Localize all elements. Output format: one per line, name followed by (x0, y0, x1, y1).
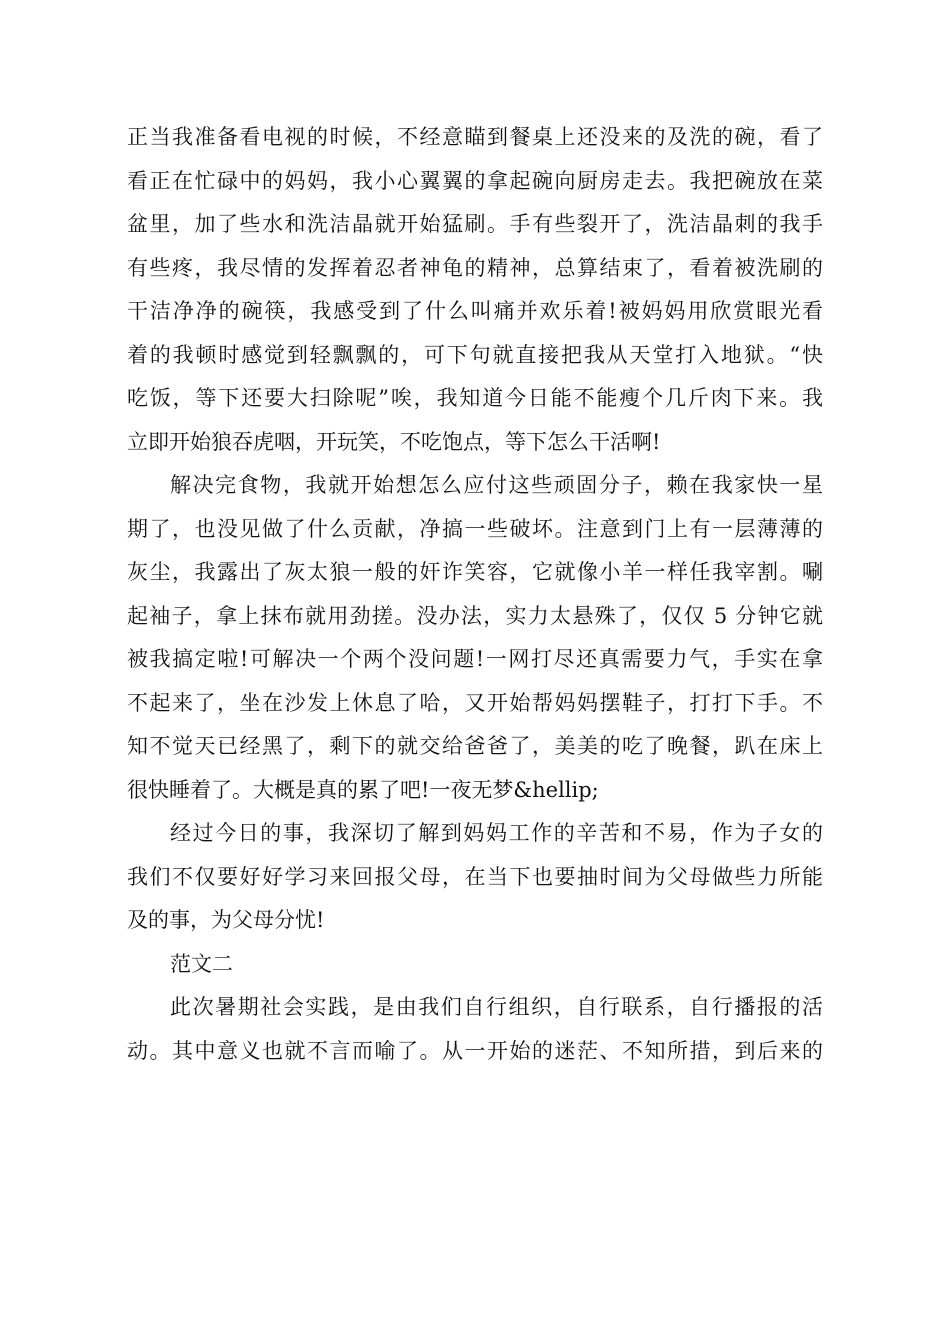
text-line: 灰尘，我露出了灰太狼一般的奸诈笑容，它就像小羊一样任我宰割。唰 (127, 560, 823, 584)
paragraph (127, 464, 823, 812)
heading-text: 范文二 (170, 951, 233, 976)
text-line: 很快睡着了。大概是真的累了吧!一夜无梦&hellip; (127, 777, 599, 802)
text-line: 看正在忙碌中的妈妈，我小心翼翼的拿起碗向厨房走去。我把碗放在菜 (127, 168, 823, 193)
text-line: 动。其中意义也就不言而喻了。从一开始的迷茫、不知所措，到后来的 (127, 1038, 823, 1063)
text-line: 被我搞定啦!可解决一个两个没问题!一网打尽还真需要力气，手实在拿 (127, 647, 823, 671)
text-line: 及的事，为父母分忧! (127, 908, 325, 932)
text-line: 此次暑期社会实践，是由我们自行组织，自行联系，自行播报的活 (170, 995, 823, 1019)
text-line: 起袖子，拿上抹布就用劲搓。没办法，实力太悬殊了，仅仅 5 分钟它就 (127, 603, 823, 628)
text-line: 吃饭，等下还要大扫除呢”唉，我知道今日能不能瘦个几斤肉下来。我 (127, 386, 823, 410)
document-body (127, 116, 823, 1073)
text-line: 不起来了，坐在沙发上休息了哈，又开始帮妈妈摆鞋子，打打下手。不 (127, 690, 823, 715)
paragraph (127, 812, 823, 943)
text-line: 有些疼，我尽情的发挥着忍者神龟的精神，总算结束了，看着被洗刷的 (127, 255, 823, 280)
section-heading (127, 943, 823, 987)
text-line: 盆里，加了些水和洗洁晶就开始猛刷。手有些裂开了，洗洁晶刺的我手 (127, 212, 823, 236)
text-line: 立即开始狼吞虎咽，开玩笑，不吃饱点，等下怎么干活啊! (127, 429, 661, 454)
text-line: 我们不仅要好好学习来回报父母，在当下也要抽时间为父母做些力所能 (127, 864, 823, 889)
text-line: 正当我准备看电视的时候，不经意瞄到餐桌上还没来的及洗的碗，看了 (127, 125, 823, 149)
text-line: 干洁净净的碗筷，我感受到了什么叫痛并欢乐着!被妈妈用欣赏眼光看 (127, 299, 823, 323)
text-line: 着的我顿时感觉到轻飘飘的，可下句就直接把我从天堂打入地狱。“快 (127, 342, 823, 367)
text-line: 经过今日的事，我深切了解到妈妈工作的辛苦和不易，作为子女的 (170, 821, 823, 845)
paragraph (127, 116, 823, 464)
paragraph (127, 986, 823, 1073)
text-line: 解决完食物，我就开始想怎么应付这些顽固分子，赖在我家快一星 (170, 473, 823, 497)
text-line: 期了，也没见做了什么贡献，净搞一些破坏。注意到门上有一层薄薄的 (127, 516, 823, 541)
text-line: 知不觉天已经黑了，剩下的就交给爸爸了，美美的吃了晚餐，趴在床上 (127, 734, 823, 758)
